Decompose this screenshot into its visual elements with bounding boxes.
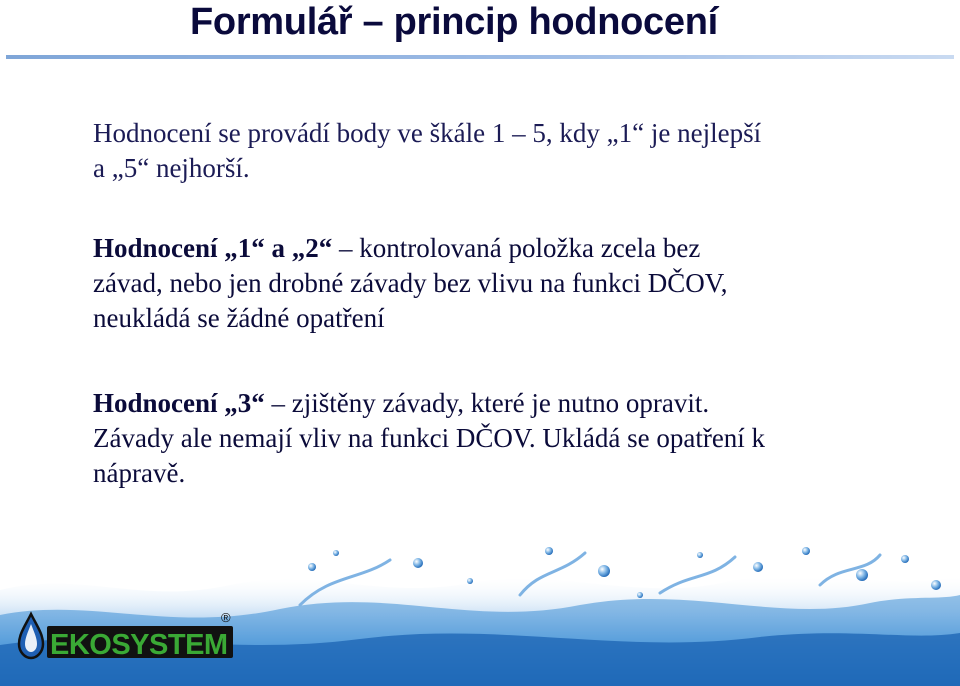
rating-1-2-line-2: závad, nebo jen drobné závady bez vlivu na funkci DČOV, <box>93 268 728 298</box>
rating-3-label: Hodnocení „3“ <box>93 388 265 418</box>
intro-line-1: Hodnocení se provádí body ve škále 1 – 5, kdy „1“ je nejlepší <box>93 118 762 148</box>
rating-3-line-2: Závady ale nemají vliv na funkci DČOV. Ukládá se opatření k <box>93 423 766 453</box>
rating-1-2-line-1: – kontrolovaná položka zcela bez <box>332 233 701 263</box>
title-underline <box>6 55 954 59</box>
rating-1-2-line-3: neukládá se žádné opatření <box>93 303 385 333</box>
rating-3-line-1: – zjištěny závady, které je nutno opravit. <box>264 388 710 418</box>
rating-1-2-paragraph <box>93 231 933 336</box>
rating-1-2-label: Hodnocení „1“ a „2“ <box>93 233 333 263</box>
intro-paragraph <box>93 116 913 186</box>
intro-line-2: a „5“ nejhorší. <box>93 153 250 183</box>
rating-3-line-3: nápravě. <box>93 458 186 488</box>
slide-title: Formulář – princip hodnocení <box>190 1 718 43</box>
ekosystem-logo <box>17 610 242 668</box>
rating-3-paragraph <box>93 386 943 491</box>
logo-wordmark: EKOSYSTEM <box>50 629 228 661</box>
registered-mark: ® <box>221 610 231 625</box>
